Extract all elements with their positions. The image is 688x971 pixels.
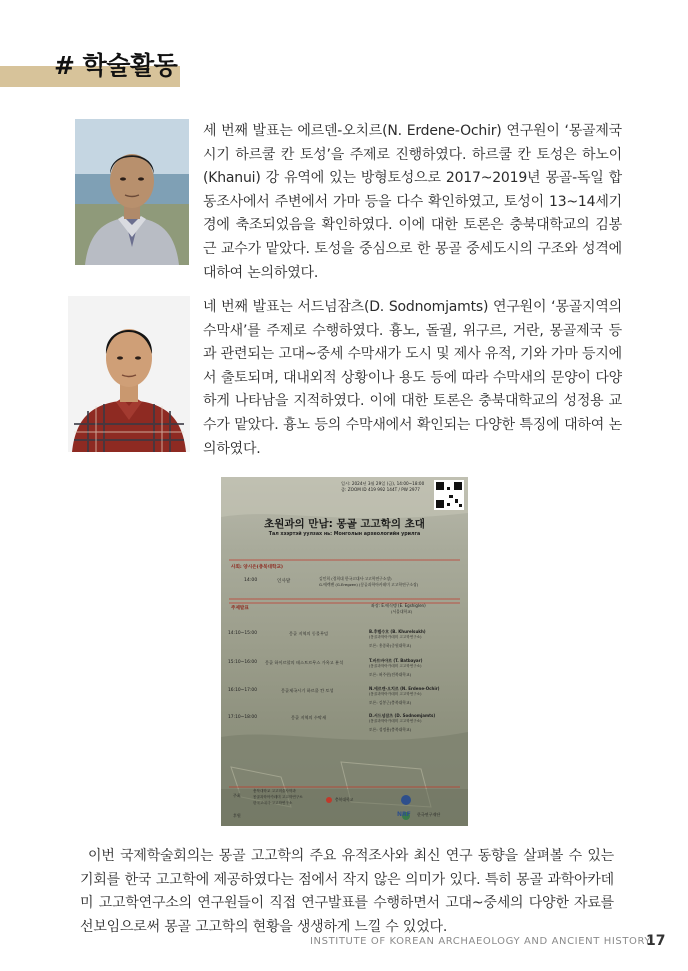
session-time: 15:10~16:00 bbox=[228, 660, 257, 665]
poster-session bbox=[221, 713, 468, 743]
poster-session bbox=[221, 686, 468, 716]
session-topic: 몽골 하이르할의 테스트르무스 가옥고 분석 bbox=[265, 660, 344, 665]
poster-chair-aff: (서울대학교) bbox=[391, 609, 413, 614]
poster-opening-time: 14:00 bbox=[244, 578, 258, 583]
event-poster bbox=[221, 477, 468, 826]
poster-moderator: 사회: 양시은(충북대학교) bbox=[231, 565, 284, 570]
poster-support-label: 후원 bbox=[233, 813, 241, 818]
poster-chair: 좌장: E.에식뎅 (E. Egshiglen) bbox=[371, 603, 426, 608]
photo-sodnomjamts bbox=[68, 296, 190, 452]
poster-logo-univ: 충북대학교 bbox=[335, 797, 354, 802]
poster-opening-speakers: 김인희 (경희대 한국고대사·고고학연구소장) bbox=[319, 576, 392, 581]
person-portrait-icon bbox=[75, 119, 189, 265]
session-time: 16:10~17:00 bbox=[228, 688, 257, 693]
poster-opening-speakers2: G.에렉젠 (G.Eregzen) (몽골과학아카데미 고고학연구소장) bbox=[319, 582, 419, 587]
session-affiliation: (몽골과학아카데미 고고학연구소) bbox=[369, 664, 422, 668]
session-speaker: N.에르덴-오치르 (N. Erdene-Ochir) bbox=[369, 686, 440, 691]
session-discussant: 토론: 성정용(충북대학교) bbox=[369, 727, 412, 732]
logo-univ-icon bbox=[326, 797, 332, 803]
session-affiliation: (몽골과학아카데미 고고학연구소) bbox=[369, 719, 422, 723]
page-title: # 학술활동 bbox=[54, 51, 178, 80]
poster-host-text2: 몽골과학아카데미 고고학연구소 bbox=[253, 795, 303, 799]
session-speaker: B.후렐수흐 (B. Khurelsukh) bbox=[369, 629, 426, 634]
photo-erdene-ochir bbox=[75, 119, 189, 265]
session-topic: 몽골 지역의 동물무덤 bbox=[289, 631, 329, 636]
poster-host-label: 주최 bbox=[233, 793, 241, 798]
poster-subtitle: Тал хээртэй уулзах нь: Монголын археологийн урилга bbox=[268, 532, 421, 537]
poster-support-text: 한국연구재단 bbox=[417, 812, 441, 817]
session-speaker: T.바트바야르 (T. Batbayar) bbox=[369, 658, 423, 663]
poster-date: 일시: 2024년 3월 29일 (금), 14:00~18:00 bbox=[341, 481, 425, 486]
poster-section-label: 주제발표 bbox=[231, 606, 249, 611]
session-topic: 몽골 지역의 수막새 bbox=[291, 715, 327, 720]
session-time: 17:10~18:00 bbox=[228, 715, 257, 720]
session-affiliation: (몽골과학아카데미 고고학연구소) bbox=[369, 635, 422, 639]
poster-opening-label: 인사말 bbox=[277, 579, 291, 584]
poster-zoom: 줌: ZOOM ID 419 992 144T / PW 2977 bbox=[341, 487, 420, 492]
logo-circle-icon bbox=[401, 795, 411, 805]
section-title bbox=[0, 40, 180, 88]
session-speaker: D.서드넘잠츠 (D. Sodnomjamts) bbox=[369, 713, 436, 718]
session-discussant: 토론: 홍종하(중원대학교) bbox=[369, 643, 412, 648]
paragraph-conclusion: 이번 국제학술회의는 몽골 고고학의 주요 유적조사와 최신 연구 동향을 살펴볼 수 있는 기회를 한국 고고학에 제공하였다는 점에서 작지 않은 의미가 있다. 특히 몽골 과학아카데미 고고학연구소의 연구원들이 직접 연구발표를 수행하면서 고대~중세의 다양한 자료를 선보임으로써 몽골 고고학의 현황을 생생하게 느낄 수 있었다. bbox=[80, 848, 614, 935]
poster-host-text3: 한국고대사·고고학연구소 bbox=[253, 801, 293, 805]
poster-host-text: 충북대학교 고고미술사학과 bbox=[253, 789, 296, 793]
poster-title: 초원과의 만남: 몽골 고고학의 초대 bbox=[264, 518, 425, 530]
poster-logo-nrf: NRF bbox=[397, 811, 411, 818]
paragraph-fourth-presentation: 네 번째 발표는 서드넘잠츠(D. Sodnomjamts) 연구원이 ‘몽골지역의 수막새’를 주제로 수행하였다. 흉노, 돌궐, 위구르, 거란, 몽골제국 등과 관련되는 고대~중세 수막새가 도시 및 제사 유적, 기와 가마 등지에서 출토되며, 대내외적 상황이나 용도 등에 따라 수막새의 문양이 다양하게 나타남을 지적하였다. 이에 대한 토론은 충북대학교의 성정용 교수가 맡았다. 흉노 등의 수막새에서 확인되는 다양한 특징에 대하여 논의하였다. bbox=[203, 299, 622, 457]
paragraph-third-presentation: 세 번째 발표는 에르덴-오치르(N. Erdene-Ochir) 연구원이 ‘몽골제국시기 하르쿨 칸 토성’을 주제로 진행하였다. 하르쿨 칸 토성은 하노이(Khanui) 강 유역에 있는 방형토성으로 2017~2019년 몽골-독일 합동조사에서 주변에서 가마 등을 다수 확인하였고, 토성이 13~14세기경에 축조되었음을 확인하였다. 이에 대한 토론은 충북대학교의 김봉근 교수가 맡았다. 토성을 중심으로 한 몽골 중세도시의 구조와 성격에 대하여 논의하였다. bbox=[203, 123, 622, 281]
person-portrait-icon bbox=[68, 296, 190, 452]
session-discussant: 토론: 허주현(전북대학교) bbox=[369, 672, 412, 677]
page-number: 17 bbox=[646, 933, 666, 949]
session-topic: 몽골제국시기 하르쿨 칸 토성 bbox=[281, 688, 334, 693]
session-time: 14:10~15:00 bbox=[228, 631, 257, 636]
footer-institute: INSTITUTE OF KOREAN ARCHAEOLOGY AND ANCIENT HISTORY bbox=[310, 936, 652, 947]
poster-session bbox=[221, 658, 468, 688]
session-affiliation: (몽골과학아카데미 고고학연구소) bbox=[369, 692, 422, 696]
poster-session bbox=[221, 629, 468, 659]
session-discussant: 토론: 김봉근(충북대학교) bbox=[369, 700, 412, 705]
